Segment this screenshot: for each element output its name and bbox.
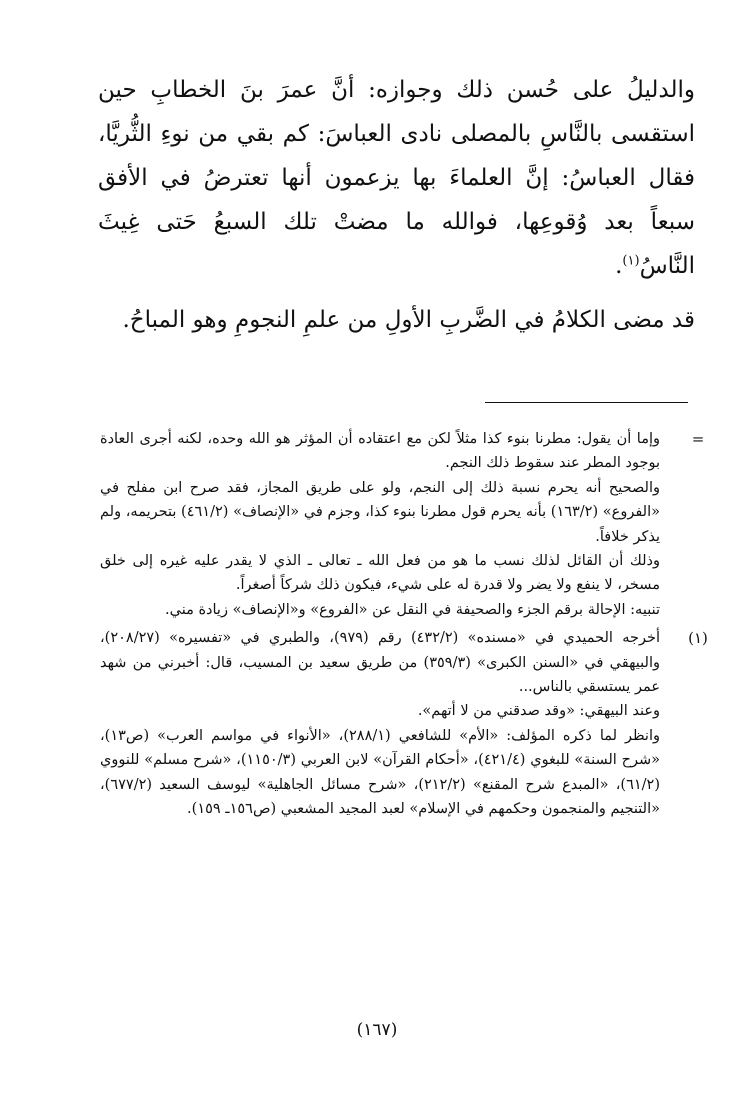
paragraph-text: قد مضى الكلامُ في الضَّربِ الأولِ من علمِ النجومِ وهو المباحُ. bbox=[122, 307, 695, 333]
footnote-marker: = bbox=[691, 430, 705, 448]
footnote-paragraph: والصحيح أنه يحرم نسبة ذلك إلى النجم، ولو على طريق المجاز، فقد صرح ابن مفلح في «الفروع» (١٦٣/٢) بأنه يحرم قول مطرنا بنوء كذا، وجزم في «الإنصاف» (٤٦١/٢) بتحريمه، ولم يذكر خلافاً. bbox=[100, 479, 660, 545]
footnote-paragraph: وإما أن يقول: مطرنا بنوء كذا مثلاً لكن مع اعتقاده أن المؤثر هو الله وحده، لكنه أجرى العادة بوجود المطر عند سقوط ذلك النجم. bbox=[100, 431, 660, 472]
main-paragraph-1 bbox=[98, 68, 695, 288]
paragraph-end: . bbox=[615, 253, 623, 279]
footnote-continued bbox=[100, 427, 712, 622]
footnote-paragraph: وانظر لما ذكره المؤلف: «الأم» للشافعي (٢٨٨/١)، «الأنواء في مواسم العرب» (ص١٣)، «شرح السنة» للبغوي (٤٢١/٤)، «أحكام القرآن» لابن العربي (١١٥٠/٣)، «شرح مسلم» للنووي (٦١/٢)، «المبدع شرح المقنع» (٢١٢/٢)، «شرح مسائل الجاهلية» ليوسف السعيد (٦٧٧/٢)، «التنجيم والمنجمون وحكمهم في الإسلام» لعبد المجيد المشعبي (ص١٥٦ـ ١٥٩). bbox=[100, 727, 660, 818]
footnote-paragraph: أخرجه الحميدي في «مسنده» (٤٣٢/٢) رقم (٩٧٩)، والطبري في «تفسيره» (٢٠٨/٢٧)، والبيهقي في «السنن الكبرى» (٣٥٩/٣) من طريق سعيد بن المسيب، قال: أخبرني من شهد عمر يستسقي بالناس... bbox=[100, 630, 660, 696]
footnote-paragraph: وعند البيهقي: «وقد صدقني من لا أتهم». bbox=[417, 703, 660, 720]
page-number: (١٦٧) bbox=[356, 1020, 398, 1040]
main-paragraph-2 bbox=[98, 298, 695, 342]
footnotes bbox=[100, 427, 712, 822]
footnote-paragraph: وذلك أن القائل لذلك نسب ما هو من فعل الله ـ تعالى ـ الذي لا يقدر عليه غيره إلى خلق مسخر، لا ينفع ولا يضر ولا قدرة له على شيء، فيكون ذلك شركاً أصغراً. bbox=[100, 553, 660, 594]
paragraph-text: والدليلُ على حُسن ذلك وجوازه: أنَّ عمرَ بنَ الخطابِ حين استقسى بالنَّاسِ بالمصلى نادى العباسَ: كم بقي من نوءِ الثُّريَّا، فقال العباسُ: إنَّ العلماءَ بها يزعمون أنها تعترضُ في الأفق سبعاً بعد وُقوعِها، فوالله ما مضتْ تلك السبعُ حَتى غِيثَ النَّاسُ bbox=[98, 77, 695, 279]
footnote-paragraph: تنبيه: الإحالة برقم الجزء والصحيفة في النقل عن «الفروع» و«الإنصاف» زيادة مني. bbox=[165, 601, 660, 618]
main-text bbox=[98, 68, 695, 342]
footnote-separator bbox=[485, 402, 688, 403]
footnote-1 bbox=[100, 626, 712, 821]
footnote-marker: (١) bbox=[688, 629, 708, 648]
footnote-reference[interactable]: (١) bbox=[622, 253, 640, 269]
